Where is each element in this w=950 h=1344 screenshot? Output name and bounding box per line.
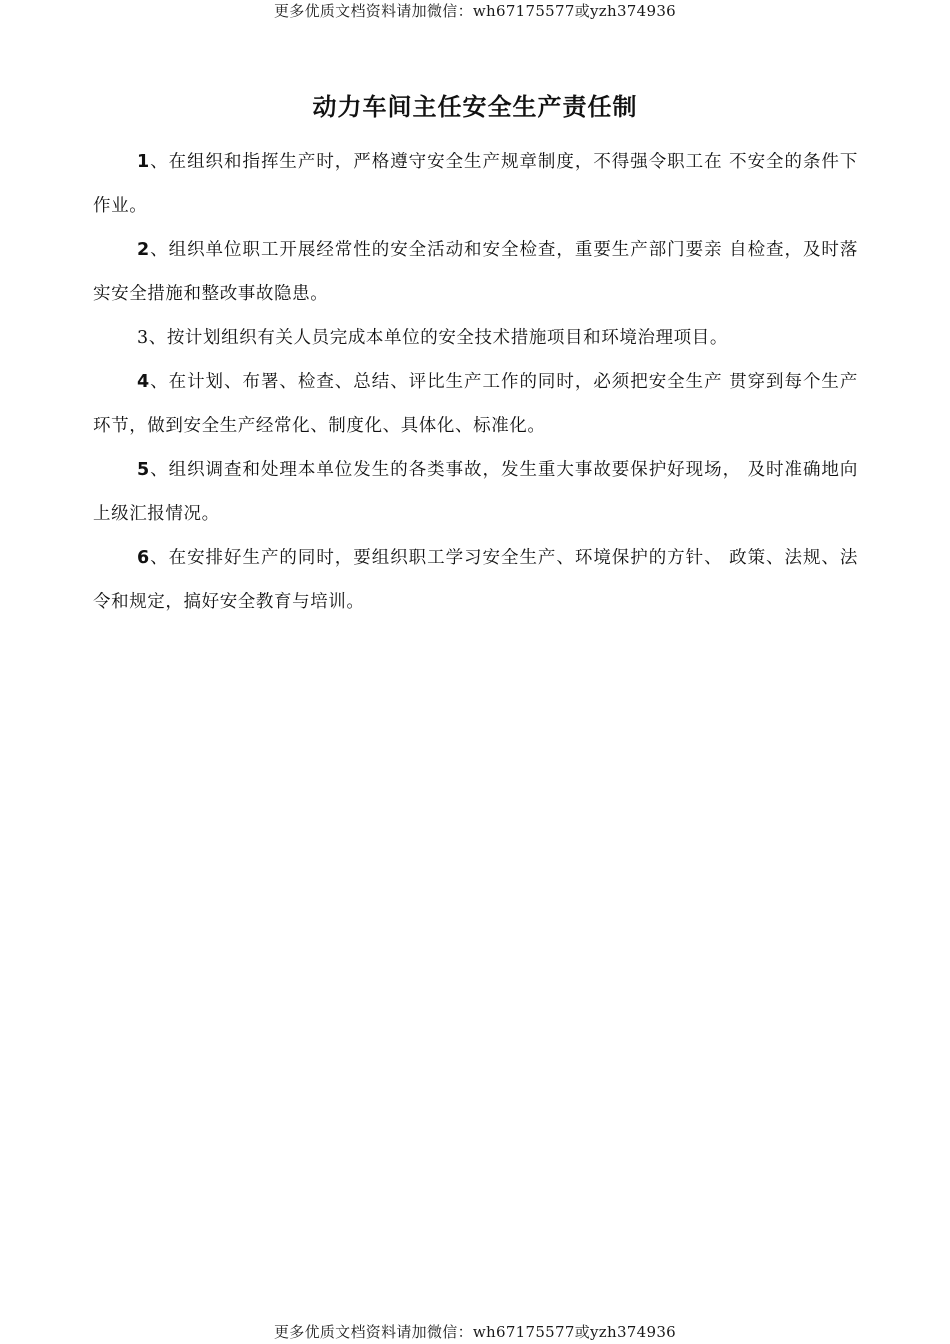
clause-text: 、组织调查和处理本单位发生的各类事故，发生重大事故要保护好现场， 及时准确地向上级汇报情况。 — [93, 460, 858, 524]
clause-number: 2 — [137, 240, 150, 260]
clause-text: 、在安排好生产的同时，要组织职工学习安全生产、环境保护的方针、 政策、法规、法令和规定，搞好安全教育与培训。 — [93, 548, 858, 612]
clause-4 — [93, 360, 858, 448]
page-header: 更多优质文档资料请加微信：wh67175577或yzh374936 — [273, 2, 677, 20]
clause-number: 4 — [137, 372, 150, 392]
clause-text: 、在计划、布署、检查、总结、评比生产工作的同时，必须把安全生产 贯穿到每个生产环节，做到安全生产经常化、制度化、具体化、标准化。 — [93, 372, 858, 436]
clause-number: 6 — [137, 548, 150, 568]
clause-3 — [93, 316, 858, 360]
document-body — [93, 140, 858, 624]
page-footer: 更多优质文档资料请加微信：wh67175577或yzh374936 — [273, 1323, 677, 1341]
clause-number: 1 — [137, 152, 150, 172]
clause-2 — [93, 228, 858, 316]
clause-text: 、在组织和指挥生产时，严格遵守安全生产规章制度，不得强令职工在 不安全的条件下作业。 — [93, 152, 858, 216]
clause-1 — [93, 140, 858, 228]
clause-text: 、按计划组织有关人员完成本单位的安全技术措施项目和环境治理项目。 — [148, 328, 728, 348]
clause-number: 5 — [137, 460, 150, 480]
clause-6 — [93, 536, 858, 624]
clause-5 — [93, 448, 858, 536]
document-title: 动力车间主任安全生产责任制 — [312, 93, 638, 121]
clause-number: 3 — [137, 328, 149, 348]
clause-text: 、组织单位职工开展经常性的安全活动和安全检查，重要生产部门要亲 自检查，及时落实安全措施和整改事故隐患。 — [93, 240, 858, 304]
